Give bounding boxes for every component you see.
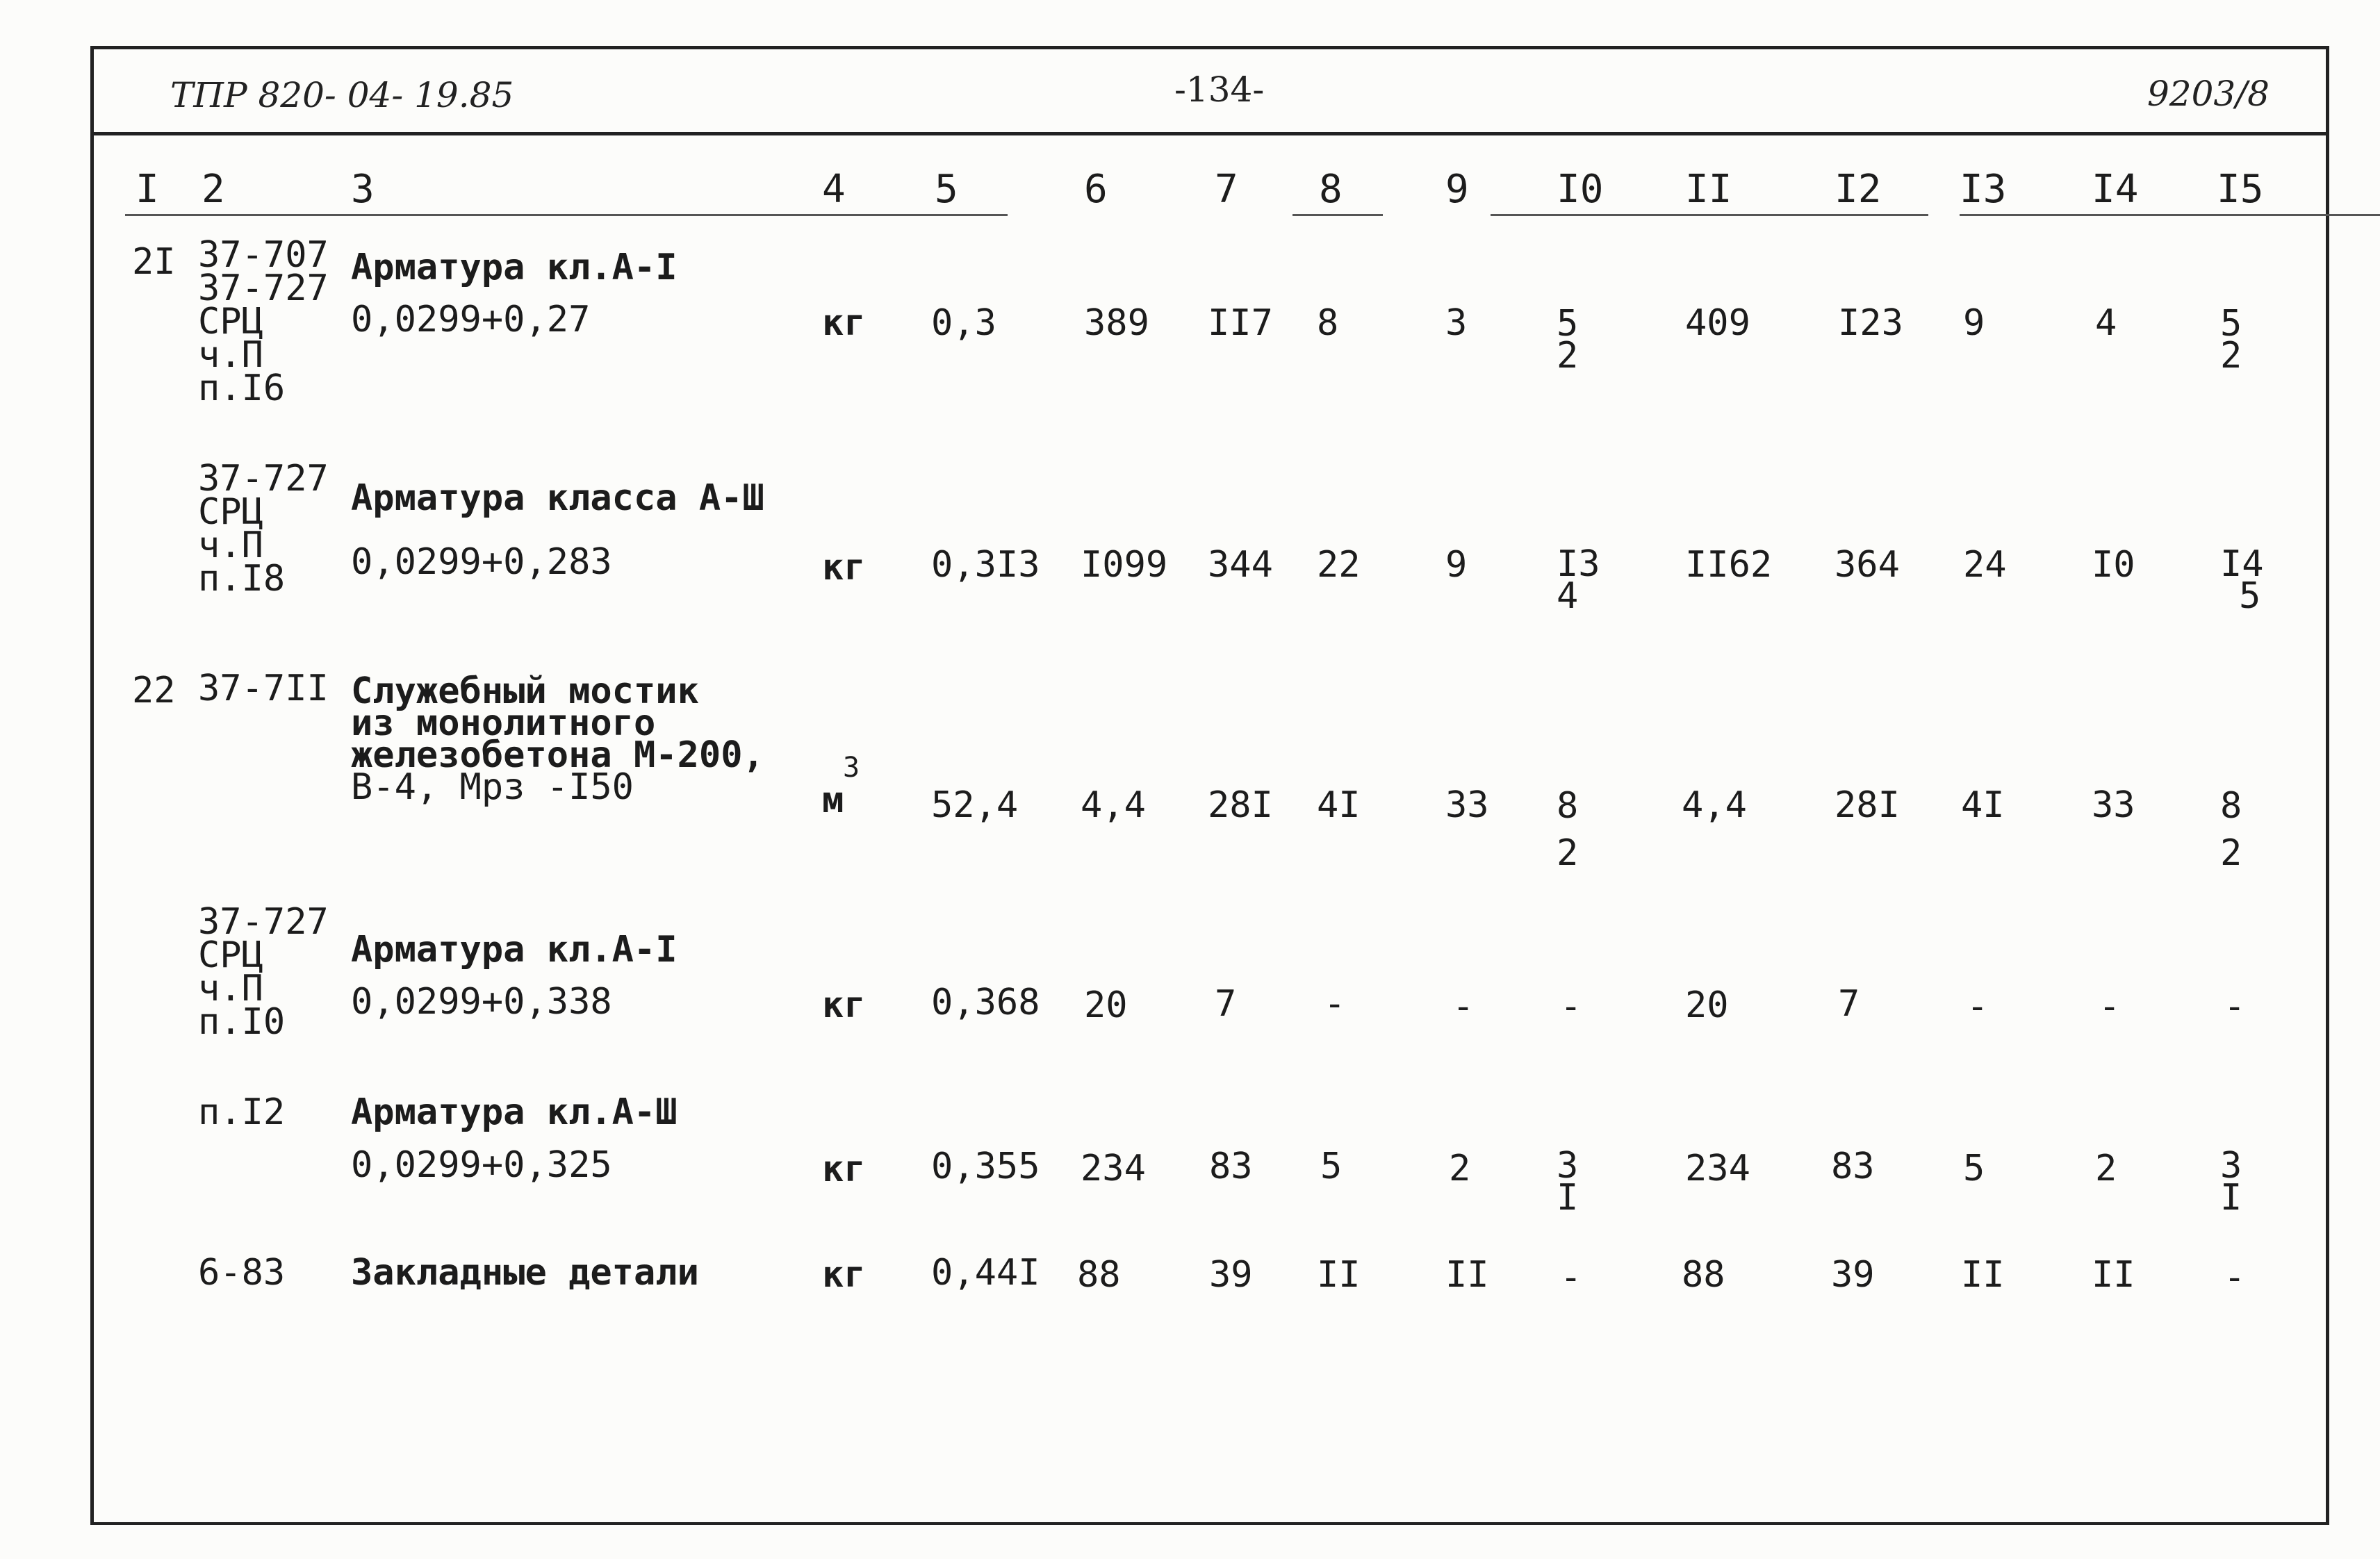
cell-col5: 0,44I — [931, 1252, 1040, 1294]
cell-col13: 4I — [1961, 784, 2005, 826]
ref-code: 37-707 — [198, 234, 329, 276]
cell-col11: 409 — [1685, 302, 1750, 344]
ref-code: ч.П — [198, 525, 263, 566]
cell-col14: 4 — [2095, 302, 2117, 344]
cell-col6: 4,4 — [1081, 784, 1146, 826]
column-header-15: I5 — [2217, 167, 2264, 212]
cell-col9: II — [1445, 1254, 1489, 1296]
cell-col5: 52,4 — [931, 784, 1019, 826]
cell-col7: 83 — [1209, 1146, 1253, 1187]
cell-col7: 7 — [1215, 983, 1237, 1025]
document-code: ТПР 820- 04- 19.85 — [170, 75, 514, 115]
cell-col10-sub: 2 — [1557, 335, 1579, 377]
column-header-13: I3 — [1960, 167, 2007, 212]
ref-code: 37-727 — [198, 458, 329, 500]
cell-col8: 4I — [1317, 784, 1361, 826]
cell-col12: I23 — [1838, 302, 1903, 344]
column-header-12: I2 — [1835, 167, 1882, 212]
cell-col13: II — [1961, 1254, 2005, 1296]
cell-col9: 2 — [1449, 1148, 1471, 1189]
header-rule — [90, 132, 2329, 135]
cell-col11: 234 — [1685, 1148, 1750, 1189]
column-header-6: 6 — [1084, 167, 1108, 212]
unit: кг — [822, 302, 866, 344]
column-header-10: I0 — [1557, 167, 1604, 212]
cell-col12: 83 — [1831, 1146, 1875, 1187]
cell-col15-sub: 2 — [2220, 335, 2242, 377]
column-header-2: 2 — [202, 167, 225, 212]
item-description: железобетона М-200, — [351, 734, 764, 776]
cell-col11: 20 — [1685, 984, 1729, 1026]
cell-col5: 0,355 — [931, 1146, 1040, 1187]
cell-col6: 234 — [1081, 1148, 1146, 1189]
column-header-4: 4 — [822, 167, 846, 212]
unit: кг — [822, 1148, 866, 1190]
cell-col8: II — [1317, 1254, 1361, 1296]
cell-col15-sub: 5 — [2239, 575, 2261, 617]
unit-superscript: 3 — [843, 752, 860, 784]
cell-col10: - — [1560, 1257, 1582, 1298]
cell-col13: 24 — [1963, 544, 2007, 586]
column-header-1: I — [136, 167, 159, 212]
sheet-code: 9203/8 — [2147, 74, 2270, 114]
item-title: Арматура кл.А-I — [351, 247, 678, 288]
cell-col12: 364 — [1835, 544, 1900, 586]
cell-col11: 4,4 — [1682, 784, 1747, 826]
item-description: из монолитного — [351, 702, 656, 744]
cell-col14: 33 — [2092, 784, 2135, 826]
cell-col7: 39 — [1209, 1254, 1253, 1296]
cell-col7: 28I — [1208, 784, 1273, 826]
ref-code: 37-7II — [198, 668, 329, 709]
cell-col15: 3 — [2220, 1145, 2242, 1187]
unit: кг — [822, 984, 866, 1026]
ref-code: 37-727 — [198, 267, 329, 309]
item-title: Арматура кл.А-I — [351, 929, 678, 971]
cell-col13: - — [1967, 986, 1989, 1028]
column-header-8: 8 — [1319, 167, 1343, 212]
ref-code: ч.П — [198, 334, 263, 376]
cell-col5: 0,3I3 — [931, 544, 1040, 586]
cell-col15: I4 — [2220, 543, 2264, 585]
item-formula: 0,0299+0,27 — [351, 299, 591, 340]
column-header-5: 5 — [935, 167, 958, 212]
ref-code: п.I6 — [198, 368, 286, 409]
ref-code: п.I2 — [198, 1091, 286, 1133]
ref-code: СРЦ — [198, 934, 263, 976]
ref-code: ч.П — [198, 968, 263, 1009]
cell-col14: - — [2099, 986, 2121, 1028]
cell-col15: 8 — [2220, 785, 2242, 827]
header-underline — [125, 214, 1008, 216]
cell-col5: 0,368 — [931, 982, 1040, 1023]
ref-code: п.I0 — [198, 1001, 286, 1043]
item-title: Арматура кл.А-Ш — [351, 1091, 678, 1133]
cell-col15-sub: I — [2220, 1177, 2242, 1219]
cell-col8: 8 — [1317, 302, 1339, 344]
cell-col14: 2 — [2095, 1148, 2117, 1189]
cell-col8: - — [1324, 983, 1346, 1025]
header-underline — [1960, 214, 2380, 216]
cell-col14: I0 — [2092, 544, 2135, 586]
cell-col10-sub: 2 — [1557, 832, 1579, 874]
cell-col11: 88 — [1682, 1254, 1725, 1296]
cell-col7: II7 — [1208, 302, 1273, 344]
cell-col9: - — [1452, 986, 1475, 1028]
column-header-7: 7 — [1215, 167, 1238, 212]
column-header-11: II — [1685, 167, 1732, 212]
cell-col8: 5 — [1320, 1146, 1343, 1187]
cell-col12: 28I — [1835, 784, 1900, 826]
row-number: 22 — [132, 670, 176, 711]
header-underline — [1491, 214, 1636, 216]
cell-col10-sub: I — [1557, 1177, 1579, 1219]
unit: кг — [822, 1254, 866, 1296]
cell-col9: 33 — [1445, 784, 1489, 826]
ref-code: 37-727 — [198, 901, 329, 943]
ref-code: СРЦ — [198, 491, 263, 533]
cell-col9: 9 — [1445, 544, 1468, 586]
unit: м — [822, 780, 844, 821]
cell-col11: II62 — [1685, 544, 1773, 586]
cell-col15-sub: 2 — [2220, 832, 2242, 874]
header-underline — [1292, 214, 1383, 216]
cell-col12: 7 — [1838, 983, 1860, 1025]
header-underline — [1636, 214, 1928, 216]
cell-col7: 344 — [1208, 544, 1273, 586]
cell-col15: - — [2224, 986, 2246, 1028]
cell-col10: 8 — [1557, 785, 1579, 827]
column-header-3: 3 — [351, 167, 375, 212]
cell-col10-sub: 4 — [1557, 575, 1579, 617]
cell-col10: 3 — [1557, 1145, 1579, 1187]
ref-code: СРЦ — [198, 301, 263, 343]
item-description: В-4, Мрз -I50 — [351, 766, 634, 808]
ref-code: 6-83 — [198, 1252, 286, 1294]
cell-col13: 9 — [1963, 302, 1985, 344]
item-description: Служебный мостик — [351, 670, 699, 712]
cell-col13: 5 — [1963, 1148, 1985, 1189]
cell-col15: 5 — [2220, 303, 2242, 345]
column-header-14: I4 — [2092, 167, 2139, 212]
cell-col6: 389 — [1084, 302, 1149, 344]
cell-col6: I099 — [1081, 544, 1168, 586]
item-title: Закладные детали — [351, 1252, 699, 1294]
cell-col8: 22 — [1317, 544, 1361, 586]
unit: кг — [822, 547, 866, 588]
item-formula: 0,0299+0,325 — [351, 1144, 612, 1186]
cell-col10: 5 — [1557, 303, 1579, 345]
cell-col12: 39 — [1831, 1254, 1875, 1296]
row-number: 2I — [132, 241, 176, 283]
cell-col6: 88 — [1077, 1254, 1121, 1296]
cell-col10: I3 — [1557, 543, 1600, 585]
item-formula: 0,0299+0,283 — [351, 541, 612, 583]
item-formula: 0,0299+0,338 — [351, 981, 612, 1023]
cell-col10: - — [1560, 986, 1582, 1028]
cell-col6: 20 — [1084, 984, 1128, 1026]
cell-col14: II — [2092, 1254, 2135, 1296]
column-header-9: 9 — [1445, 167, 1469, 212]
item-title: Арматура класса А-Ш — [351, 477, 764, 519]
cell-col9: 3 — [1445, 302, 1468, 344]
ref-code: п.I8 — [198, 558, 286, 600]
cell-col5: 0,3 — [931, 302, 996, 344]
cell-col15: - — [2224, 1257, 2246, 1298]
page-number: -134- — [1174, 69, 1265, 110]
